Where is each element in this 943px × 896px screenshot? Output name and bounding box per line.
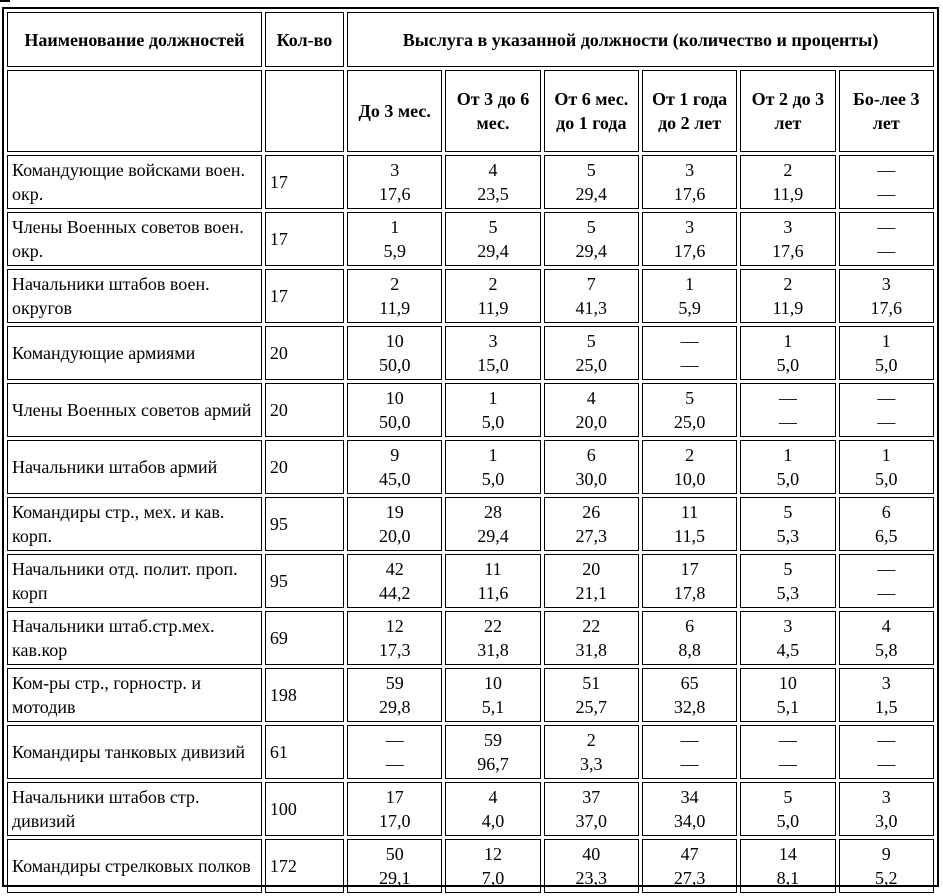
cell-count: 12 [484,844,502,864]
cell-count: 59 [385,673,404,693]
cell-count: 3 [783,217,793,237]
row-period-cell [347,212,442,266]
row-period-cell [740,782,835,836]
cell-percent: — [385,754,404,774]
row-position-name: Командиры стр., мех. и кав. корп. [7,497,262,551]
cell-percent: 41,3 [575,298,608,318]
cell-count: 28 [484,502,502,522]
cell-percent: 5,0 [776,469,800,489]
cell-count: 51 [582,673,601,693]
row-period-cell [544,611,639,665]
cell-count: 22 [582,616,601,636]
cell-count: 2 [390,274,400,294]
cell-percent: 31,8 [575,640,608,660]
row-quantity: 172 [265,839,344,893]
table-row [7,611,934,665]
row-period-cell [445,155,540,209]
row-period-cell [839,269,934,323]
row-period-cell [839,839,934,893]
row-period-cell [347,611,442,665]
cell-count: 2 [685,445,695,465]
row-quantity: 198 [265,668,344,722]
row-period-cell [445,269,540,323]
row-period-cell [642,725,737,779]
row-period-cell [740,212,835,266]
row-period-cell [347,155,442,209]
cell-percent: — [877,754,896,774]
cell-percent: 23,5 [477,184,509,204]
row-quantity: 61 [265,725,344,779]
cell-count: 3 [881,787,891,807]
cell-count: — [877,730,896,750]
cell-count: — [877,160,896,180]
cell-count: 10 [484,673,502,693]
cell-percent: 17,3 [378,640,411,660]
row-period-cell [544,725,639,779]
row-period-cell [445,668,540,722]
cell-count: 3 [783,616,793,636]
cell-count: 4 [586,388,596,408]
cell-percent: 11,9 [477,298,509,318]
row-period-cell [642,326,737,380]
row-position-name: Командиры танковых дивизий [7,725,262,779]
cell-percent: 11,9 [379,298,411,318]
cell-percent: 1,5 [875,697,898,717]
cell-percent: 17,6 [378,184,411,204]
row-position-name: Ком-ры стр., горностр. и мотодив [7,668,262,722]
cell-count: 5 [586,331,596,351]
cell-count: 5 [488,217,498,237]
row-period-cell [544,383,639,437]
cell-percent: — [877,412,896,432]
row-period-cell [347,497,442,551]
cell-percent: 29,1 [378,868,411,888]
row-period-cell [544,212,639,266]
row-period-cell [642,497,737,551]
cell-percent: 5,3 [776,583,800,603]
cell-count: 4 [488,160,498,180]
table-row [7,326,934,380]
cell-percent: 8,8 [678,640,701,660]
cell-count: 3 [685,217,695,237]
row-quantity: 20 [265,440,344,494]
row-period-cell [347,440,442,494]
cell-count: 2 [488,274,498,294]
cell-count: — [877,217,896,237]
header-period-6: Бо-лее 3 лет [839,70,934,152]
cell-percent: 96,7 [477,754,509,774]
row-period-cell [740,155,835,209]
row-position-name: Командующие армиями [7,326,262,380]
cell-percent: 17,8 [673,583,706,603]
row-period-cell [544,440,639,494]
cell-count: — [778,730,797,750]
row-period-cell [347,383,442,437]
row-quantity: 17 [265,155,344,209]
cell-percent: 29,4 [477,526,509,546]
header-period-5: От 2 до 3 лет [740,70,835,152]
cell-percent: 23,3 [575,868,608,888]
header-group: Выслуга в указанной должности (количество и проценты) [347,12,934,67]
top-edge-mark [0,0,10,2]
row-period-cell [544,839,639,893]
cell-percent: 17,6 [673,184,706,204]
cell-percent: 17,0 [378,811,411,831]
cell-count: 22 [484,616,502,636]
row-period-cell [445,782,540,836]
row-period-cell [544,782,639,836]
row-period-cell [347,554,442,608]
cell-percent: 5,0 [875,355,898,375]
table-row [7,554,934,608]
cell-count: 1 [488,388,498,408]
cell-percent: 17,6 [673,241,706,261]
row-period-cell [445,497,540,551]
cell-count: 14 [778,844,797,864]
cell-percent: 25,0 [673,412,706,432]
header-row-1 [7,12,934,67]
cell-percent: 11,6 [477,583,509,603]
table-row [7,839,934,893]
row-period-cell [642,440,737,494]
cell-count: 1 [881,331,891,351]
row-period-cell [642,839,737,893]
row-period-cell [839,782,934,836]
cell-count: 3 [390,160,400,180]
row-quantity: 20 [265,326,344,380]
cell-percent: 44,2 [378,583,411,603]
header-period-2: От 3 до 6 мес. [445,70,540,152]
table-row [7,725,934,779]
row-position-name: Начальники штаб.стр.мех. кав.кор [7,611,262,665]
cell-count: 2 [586,730,596,750]
cell-percent: 5,9 [383,241,406,261]
cell-percent: 29,4 [575,184,608,204]
row-position-name: Начальники штабов армий [7,440,262,494]
cell-percent: 17,6 [870,298,903,318]
cell-percent: 20,0 [378,526,411,546]
table-row [7,782,934,836]
cell-percent: 5,1 [481,697,505,717]
header-qty-col: Кол-во [265,12,344,67]
row-period-cell [445,212,540,266]
cell-percent: 5,8 [875,640,898,660]
row-period-cell [839,611,934,665]
row-period-cell [642,611,737,665]
cell-percent: 5,0 [776,355,800,375]
cell-percent: 5,1 [776,697,800,717]
cell-count: — [877,559,896,579]
cell-count: 2 [783,160,793,180]
cell-percent: 8,1 [776,868,800,888]
cell-count: 3 [488,331,498,351]
row-period-cell [740,554,835,608]
cell-percent: 32,8 [673,697,706,717]
row-quantity: 20 [265,383,344,437]
cell-percent: 50,0 [378,412,411,432]
row-period-cell [642,554,737,608]
row-period-cell [642,269,737,323]
cell-percent: — [778,412,797,432]
cell-count: 9 [390,445,400,465]
cell-percent: 27,3 [575,526,608,546]
cell-percent: 17,6 [772,241,804,261]
cell-percent: — [877,583,896,603]
cell-count: 5 [783,502,793,522]
row-quantity: 69 [265,611,344,665]
row-period-cell [839,326,934,380]
cell-percent: 25,7 [575,697,608,717]
cell-count: — [680,730,699,750]
cell-percent: 5,9 [678,298,701,318]
cell-count: 1 [488,445,498,465]
row-period-cell [740,611,835,665]
cell-count: 65 [680,673,699,693]
row-period-cell [347,839,442,893]
row-period-cell [740,326,835,380]
cell-count: 7 [586,274,596,294]
cell-count: 4 [488,787,498,807]
cell-count: 1 [783,331,793,351]
cell-percent: 50,0 [378,355,411,375]
cell-percent: — [778,754,797,774]
row-period-cell [740,383,835,437]
row-period-cell [740,269,835,323]
row-period-cell [445,839,540,893]
cell-percent: 7,0 [481,868,505,888]
cell-count: 5 [783,559,793,579]
cell-percent: 5,0 [875,469,898,489]
cell-percent: 4,0 [481,811,505,831]
row-quantity: 17 [265,212,344,266]
row-period-cell [740,725,835,779]
row-period-cell [445,554,540,608]
cell-count: — [778,388,797,408]
cell-count: 11 [484,559,502,579]
row-period-cell [544,326,639,380]
cell-count: 17 [385,787,404,807]
row-period-cell [544,155,639,209]
table-body [7,12,934,893]
cell-count: 5 [685,388,695,408]
cell-count: 5 [586,160,596,180]
cell-percent: 15,0 [477,355,509,375]
cell-count: 6 [881,502,891,522]
cell-percent: 29,8 [378,697,411,717]
row-period-cell [839,554,934,608]
row-period-cell [642,782,737,836]
header-blank-name [7,70,262,152]
cell-count: 10 [778,673,797,693]
cell-count: 6 [586,445,596,465]
cell-count: 4 [881,616,891,636]
header-name-col: Наименование должностей [7,12,262,67]
row-period-cell [642,155,737,209]
cell-count: 11 [680,502,699,522]
cell-count: 47 [680,844,699,864]
cell-percent: — [680,355,699,375]
cell-percent: 27,3 [673,868,706,888]
cell-count: 3 [881,274,891,294]
table-frame [2,7,939,887]
cell-percent: 37,0 [575,811,608,831]
cell-count: 10 [385,388,404,408]
row-period-cell [839,440,934,494]
cell-count: 1 [685,274,695,294]
cell-percent: 5,0 [481,412,505,432]
cell-percent: 20,0 [575,412,608,432]
cell-percent: 5,0 [481,469,505,489]
row-period-cell [544,554,639,608]
row-period-cell [445,725,540,779]
row-period-cell [347,725,442,779]
table-row [7,212,934,266]
row-period-cell [544,269,639,323]
cell-count: 9 [881,844,891,864]
cell-count: 1 [881,445,891,465]
cell-count: 2 [783,274,793,294]
cell-count: 40 [582,844,601,864]
cell-percent: — [877,241,896,261]
row-position-name: Члены Военных советов армий [7,383,262,437]
cell-count: 5 [783,787,793,807]
row-period-cell [740,440,835,494]
cell-percent: 34,0 [673,811,706,831]
cell-count: 1 [390,217,400,237]
row-position-name: Члены Военных советов воен. окр. [7,212,262,266]
row-period-cell [347,269,442,323]
table-row [7,269,934,323]
cell-percent: 25,0 [575,355,608,375]
row-period-cell [445,440,540,494]
header-row-2 [7,70,934,152]
table-row [7,440,934,494]
cell-count: 1 [783,445,793,465]
row-period-cell [839,212,934,266]
table-row [7,497,934,551]
cell-percent: 4,5 [776,640,800,660]
cell-count: 26 [582,502,601,522]
cell-percent: 11,9 [772,184,804,204]
cell-count: — [877,388,896,408]
cell-percent: — [877,184,896,204]
row-period-cell [740,839,835,893]
row-period-cell [445,383,540,437]
cell-count: 3 [881,673,891,693]
row-period-cell [839,668,934,722]
row-period-cell [839,155,934,209]
cell-percent: 5,0 [776,811,800,831]
row-period-cell [544,668,639,722]
cell-percent: 3,0 [875,811,898,831]
cell-percent: 45,0 [378,469,411,489]
row-position-name: Начальники штабов стр. дивизий [7,782,262,836]
row-position-name: Командующие войсками воен. окр. [7,155,262,209]
header-period-3: От 6 мес. до 1 года [544,70,639,152]
cell-count: 37 [582,787,601,807]
cell-count: 17 [680,559,699,579]
cell-count: 3 [685,160,695,180]
cell-percent: 31,8 [477,640,509,660]
cell-count: 59 [484,730,502,750]
row-period-cell [445,326,540,380]
row-position-name: Начальники отд. полит. проп. корп [7,554,262,608]
cell-percent: 5,2 [875,868,898,888]
service-length-table [4,9,937,896]
table-row [7,155,934,209]
cell-percent: 29,4 [477,241,509,261]
row-period-cell [347,326,442,380]
cell-count: 6 [685,616,695,636]
row-quantity: 95 [265,554,344,608]
cell-count: — [680,331,699,351]
cell-percent: 3,3 [580,754,603,774]
row-period-cell [445,611,540,665]
table-row [7,668,934,722]
row-period-cell [642,383,737,437]
row-period-cell [839,497,934,551]
cell-count: 42 [385,559,404,579]
row-period-cell [740,497,835,551]
cell-count: 19 [385,502,404,522]
cell-percent: 21,1 [575,583,608,603]
cell-count: — [385,730,404,750]
table-row [7,383,934,437]
header-period-1: До 3 мес. [347,70,442,152]
row-period-cell [839,383,934,437]
cell-percent: 11,9 [772,298,804,318]
cell-count: 34 [680,787,699,807]
row-period-cell [544,497,639,551]
cell-percent: 5,3 [776,526,800,546]
cell-percent: 29,4 [575,241,608,261]
cell-count: 20 [582,559,601,579]
row-period-cell [347,782,442,836]
header-period-4: От 1 года до 2 лет [642,70,737,152]
cell-percent: 11,5 [674,526,706,546]
row-quantity: 95 [265,497,344,551]
cell-count: 12 [385,616,404,636]
cell-percent: 6,5 [875,526,898,546]
cell-percent: 10,0 [673,469,706,489]
row-period-cell [347,668,442,722]
row-position-name: Командиры стрелковых полков [7,839,262,893]
row-period-cell [642,212,737,266]
cell-percent: — [680,754,699,774]
cell-count: 10 [385,331,404,351]
cell-count: 50 [385,844,404,864]
row-period-cell [740,668,835,722]
header-blank-qty [265,70,344,152]
row-quantity: 17 [265,269,344,323]
row-period-cell [642,668,737,722]
row-period-cell [839,725,934,779]
row-position-name: Начальники штабов воен. округов [7,269,262,323]
cell-percent: 30,0 [575,469,608,489]
cell-count: 5 [586,217,596,237]
row-quantity: 100 [265,782,344,836]
